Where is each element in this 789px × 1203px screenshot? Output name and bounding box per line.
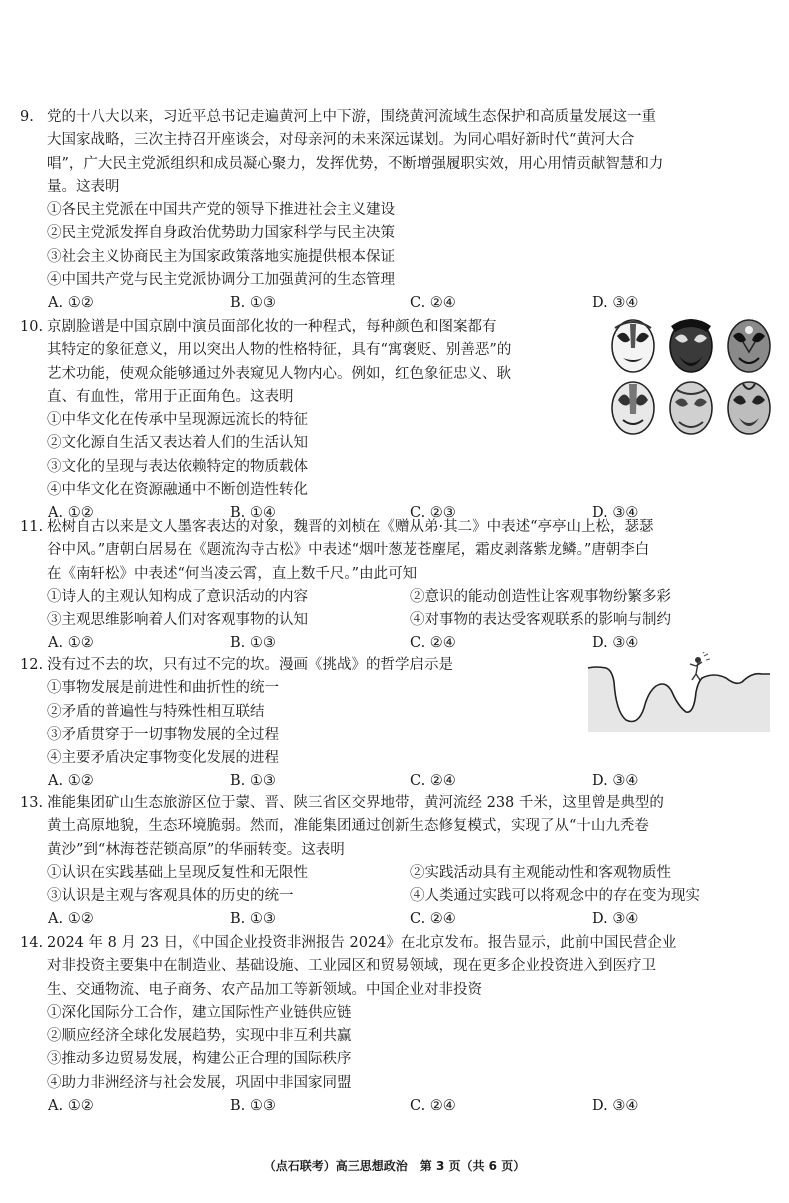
statement: ③推动多边贸易发展，构建公正合理的国际秩序	[47, 1051, 352, 1068]
option-b: B. ①③	[230, 1098, 276, 1115]
option-a: A. ①②	[48, 295, 94, 312]
option-b: B. ①③	[230, 635, 276, 652]
question-stem-line: 13. 准能集团矿山生态旅游区位于蒙、晋、陕三省区交界地带，黄河流经 238 千米，这里曾是典型的	[20, 792, 772, 815]
option-d: D. ③④	[592, 911, 639, 928]
question-number: 13.	[20, 795, 44, 811]
options-row	[20, 908, 772, 931]
option-c: C. ②④	[410, 295, 456, 312]
option-d: D. ③④	[592, 1098, 639, 1115]
option-a: A. ①②	[48, 505, 94, 522]
question-stem-line: 黄土高原地貌，生态环境脆弱。然而，准能集团通过创新生态修复模式，实现了从“十山九秃卷	[47, 818, 649, 835]
options-row	[20, 1095, 772, 1118]
statement: ①诗人的主观认知构成了意识活动的内容	[47, 588, 308, 605]
option-a: A. ①②	[48, 1098, 94, 1115]
challenge-cartoon-image	[586, 652, 772, 734]
option-c: C. ②④	[410, 635, 456, 652]
question-stem-line: 11. 松树自古以来是文人墨客表达的对象，魏晋的刘桢在《赠从弟·其二》中表述“亭亭山上松，瑟瑟	[20, 516, 772, 539]
option-b: B. ①③	[230, 911, 276, 928]
opera-mask-icon	[612, 382, 654, 434]
option-d: D. ③④	[592, 773, 639, 790]
statement: ②矛盾的普遍性与特殊性相互联结	[47, 703, 265, 720]
statement: ②民主党派发挥自身政治优势助力国家科学与民主决策	[47, 225, 395, 242]
question-13	[20, 792, 772, 932]
option-b: B. ①③	[230, 773, 276, 790]
opera-mask-icon	[670, 319, 712, 372]
statement: ①中华文化在传承中呈现源远流长的特征	[47, 412, 308, 429]
statement: ④主要矛盾决定事物变化发展的进程	[47, 750, 279, 767]
statement-pair-row	[20, 862, 772, 885]
option-c: C. ②④	[410, 911, 456, 928]
statement: ③文化的呈现与表达依赖特定的物质载体	[47, 458, 308, 475]
question-14	[20, 932, 772, 1118]
question-stem-line: 其特定的象征意义，用以突出人物的性格特征，具有“寓褒贬、别善恶”的	[47, 342, 512, 359]
option-d: D. ③④	[592, 505, 639, 522]
option-a: A. ①②	[48, 773, 94, 790]
question-number: 10.	[20, 319, 44, 335]
question-stem-line: 在《南轩松》中表述“何当凌云霄，直上数千尺。”由此可知	[47, 565, 418, 582]
option-c: C. ②④	[410, 1098, 456, 1115]
option-c: C. ②④	[410, 773, 456, 790]
statement: ④助力非洲经济与社会发展，巩固中非国家同盟	[47, 1074, 352, 1091]
option-c: C. ②③	[410, 505, 456, 522]
question-stem-line: 量。这表明	[47, 178, 120, 195]
question-number: 9.	[20, 109, 34, 125]
question-stem-line: 10. 京剧脸谱是中国京剧中演员面部化妆的一种程式，每种颜色和图案都有	[20, 316, 772, 339]
question-stem-line: 14. 2024 年 8 月 23 日，《中国企业投资非洲报告 2024》在北京发布。报告显示，此前中国民营企业	[20, 932, 772, 955]
page-footer: （点石联考）高三思想政治 第 3 页（共 6 页）	[263, 1159, 526, 1173]
statement: ③矛盾贯穿于一切事物发展的全过程	[47, 726, 279, 743]
option-b: B. ①④	[230, 505, 276, 522]
statement: ①各民主党派在中国共产党的领导下推进社会主义建设	[47, 202, 395, 219]
statement: ②文化源自生活又表达着人们的生活认知	[47, 435, 308, 452]
statement: ①事物发展是前进性和曲折性的统一	[47, 680, 279, 697]
statement: ①深化国际分工合作，建立国际性产业链供应链	[47, 1004, 352, 1021]
question-number: 12.	[20, 657, 44, 673]
question-stem-line: 谷中风。”唐朝白居易在《题流沟寺古松》中表述“烟叶葱茏苍麈尾，霜皮剥落紫龙鳞。”唐朝李白	[47, 542, 650, 559]
statement: ④对事物的表达受客观联系的影响与制约	[410, 612, 671, 629]
statement-pair-row	[20, 586, 772, 609]
question-9	[20, 106, 772, 316]
question-stem-line: 大国家战略，三次主持召开座谈会，对母亲河的未来深远谋划。为同心唱好新时代“黄河大合	[47, 132, 635, 149]
statement: ④人类通过实践可以将观念中的存在变为现实	[410, 888, 700, 905]
question-stem-line: 12. 没有过不去的坎，只有过不完的坎。漫画《挑战》的哲学启示是	[20, 654, 772, 677]
statement: ②意识的能动创造性让客观事物纷繁多彩	[410, 588, 671, 605]
statement: ①认识在实践基础上呈现反复性和无限性	[47, 864, 308, 881]
statement: ④中华文化在资源融通中不断创造性转化	[47, 482, 308, 499]
option-d: D. ③④	[592, 635, 639, 652]
option-b: B. ①③	[230, 295, 276, 312]
question-number: 14.	[20, 935, 44, 951]
question-stem-line: 艺术功能，使观众能够通过外表窥见人物内心。例如，红色象征忠义、耿	[47, 365, 511, 382]
statement: ②实践活动具有主观能动性和客观物质性	[410, 864, 671, 881]
statement: ②顺应经济全球化发展趋势，实现中非互利共赢	[47, 1028, 352, 1045]
options-row	[20, 770, 772, 793]
opera-mask-icon	[728, 320, 770, 372]
question-stem-line: 9. 党的十八大以来，习近平总书记走遍黄河上中下游，围绕黄河流域生态保护和高质量发展这一重	[20, 106, 772, 129]
option-a: A. ①②	[48, 635, 94, 652]
options-row	[20, 292, 772, 315]
statement: ③社会主义协商民主为国家政策落地实施提供根本保证	[47, 248, 395, 265]
opera-mask-icon	[670, 382, 712, 434]
option-a: A. ①②	[48, 911, 94, 928]
statement-pair-row	[20, 885, 772, 908]
opera-mask-icon	[728, 382, 770, 434]
opera-masks-image	[606, 316, 776, 440]
statement-pair-row	[20, 609, 772, 632]
question-stem-line: 黄沙”到“林海苍茫锁高原”的华丽转变。这表明	[47, 841, 345, 858]
statement: ③认识是主观与客观具体的历史的统一	[47, 888, 294, 905]
question-stem-line: 生、交通物流、电子商务、农产品加工等新领域。中国企业对非投资	[47, 981, 482, 998]
question-number: 11.	[20, 519, 44, 535]
question-stem-line: 对非投资主要集中在制造业、基础设施、工业园区和贸易领域，现在更多企业投资进入到医疗卫	[47, 958, 656, 975]
statement: ③主观思维影响着人们对客观事物的认知	[47, 612, 308, 629]
question-stem-line: 唱”，广大民主党派组织和成员凝心聚力，发挥优势，不断增强履职实效，用心用情贡献智慧和力	[47, 155, 664, 172]
question-11	[20, 516, 772, 656]
opera-mask-icon	[612, 320, 654, 372]
option-d: D. ③④	[592, 295, 639, 312]
statement: ④中国共产党与民主党派协调分工加强黄河的生态管理	[47, 272, 395, 289]
question-stem-line: 直、有血性，常用于正面角色。这表明	[47, 388, 294, 405]
